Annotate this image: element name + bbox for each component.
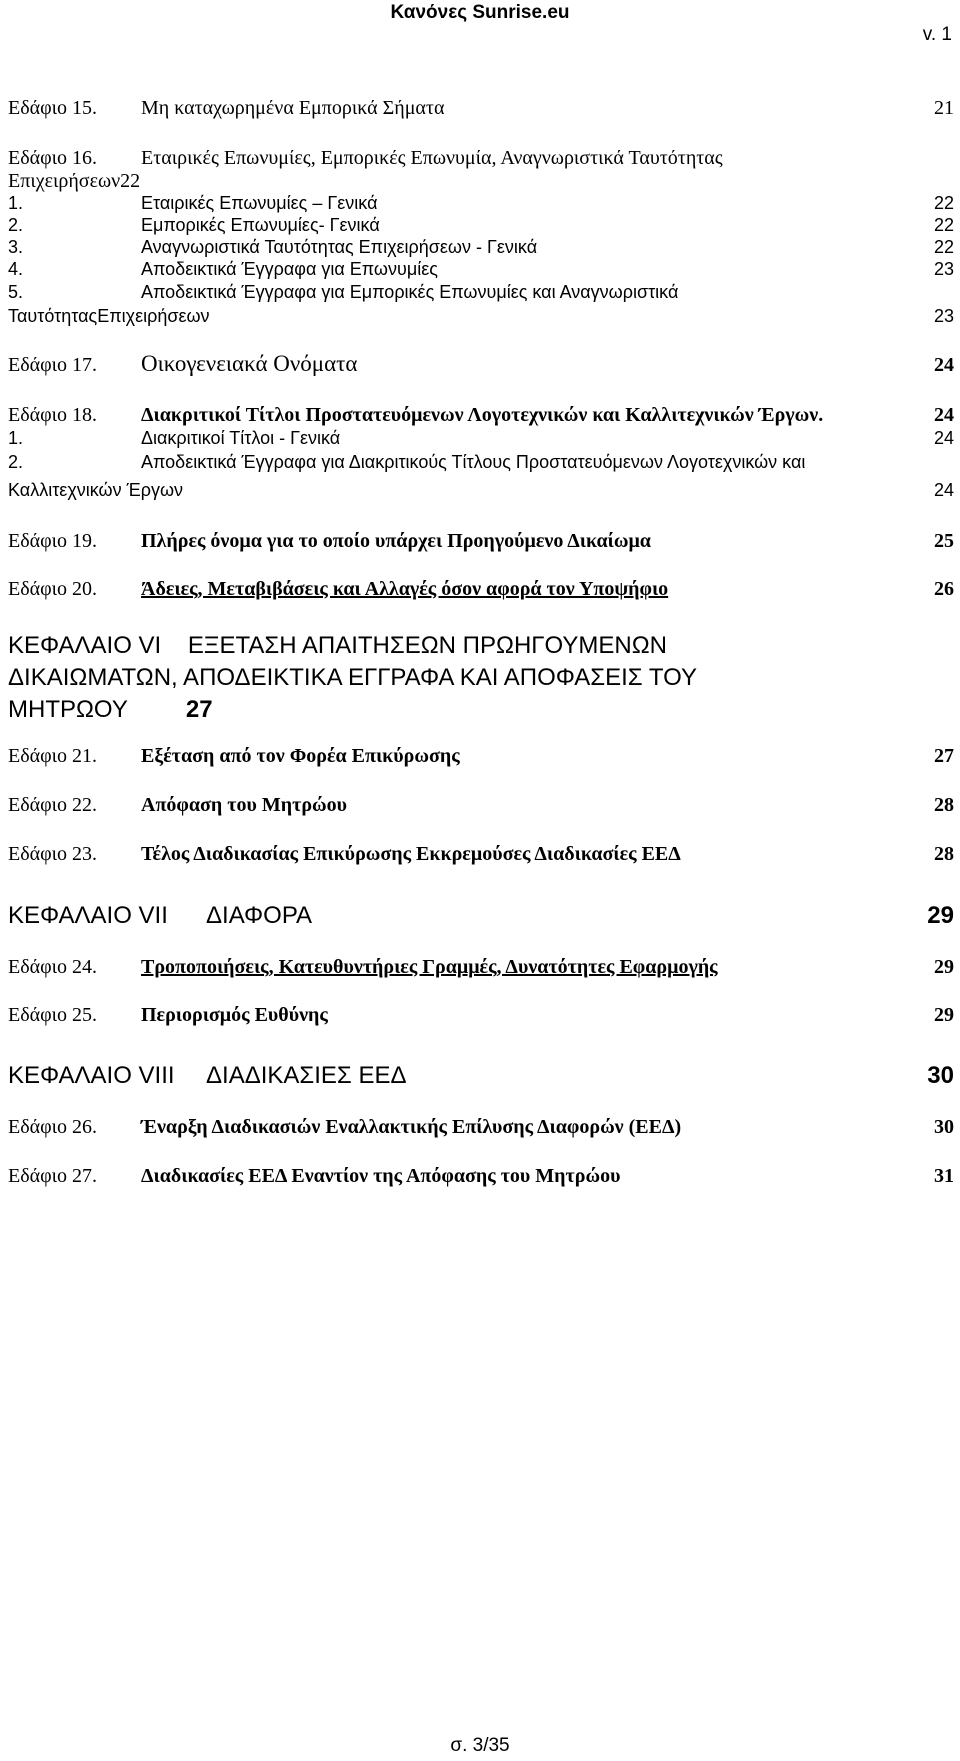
section-title: Οικογενειακά Ονόματα — [141, 351, 358, 376]
section-title: Άδειες, Μεταβιβάσεις και Αλλαγές όσον αφορά τον Υποψήφιο — [141, 578, 669, 600]
page-number: 22 — [933, 193, 954, 213]
document-version: v. 1 — [922, 24, 952, 45]
section-title: Μη καταχωρημένα Εμπορικά Σήματα — [141, 97, 445, 119]
section-title: Τέλος Διαδικασίας Επικύρωσης Εκκρεμούσες Διαδικασίες ΕΕΔ — [141, 843, 681, 865]
item-title: Αποδεικτικά Έγγραφα για Εμπορικές Επωνυμίες και Αναγνωριστικά — [141, 282, 679, 302]
chapter-heading-line — [8, 694, 697, 726]
page-number: 30 — [927, 1062, 954, 1089]
section-title: Διαδικασίες ΕΕΔ Εναντίον της Απόφασης του Μητρώου — [141, 1165, 621, 1187]
page-number: 31 — [934, 1165, 954, 1187]
page-number: 27 — [934, 745, 954, 767]
page-number: 23 — [933, 306, 954, 326]
section-label: Εδάφιο 20. — [8, 578, 98, 600]
page-number: 22 — [933, 237, 954, 257]
page-number: 29 — [934, 956, 954, 978]
section-title: Εταιρικές Επωνυμίες, Εμπορικές Επωνυμία, Αναγνωριστικά Ταυτότητας — [141, 147, 723, 169]
section-label: Εδάφιο 18. — [8, 404, 98, 426]
page-number: 21 — [934, 97, 954, 119]
section-title: Εξέταση από τον Φορέα Επικύρωσης — [141, 745, 460, 767]
page-number: 24 — [934, 354, 954, 376]
page-footer-number: σ. 3/35 — [450, 1735, 510, 1756]
chapter-6-heading[interactable] — [8, 630, 697, 726]
section-title: Απόφαση του Μητρώου — [141, 794, 348, 816]
item-title: Εμπορικές Επωνυμίες- Γενικά — [141, 215, 380, 235]
section-label: Εδάφιο 19. — [8, 530, 98, 552]
page-number: 24 — [933, 428, 954, 448]
chapter-heading-line: ΔΙΚΑΙΩΜΑΤΩΝ, ΑΠΟΔΕΙΚΤΙΚΑ ΕΓΓΡΑΦΑ ΚΑΙ ΑΠΟΦΑΣΕΙΣ ΤΟΥ — [8, 664, 697, 691]
section-label: Εδάφιο 25. — [8, 1004, 98, 1026]
page-number: 25 — [934, 530, 954, 552]
section-title: Πλήρες όνομα για το οποίο υπάρχει Προηγούμενο Δικαίωμα — [141, 530, 651, 552]
item-title: Αποδεικτικά Έγγραφα για Επωνυμίες — [141, 259, 438, 279]
chapter-label: ΚΕΦΑΛΑΙΟ VII — [8, 902, 168, 929]
page-number: 27 — [185, 696, 213, 723]
section-label: Εδάφιο 21. — [8, 745, 98, 767]
page-number: 29 — [934, 1004, 954, 1026]
document-header-title: Κανόνες Sunrise.eu — [390, 2, 570, 23]
section-label: Εδάφιο 26. — [8, 1116, 98, 1138]
page-number: 23 — [933, 259, 954, 279]
section-title: Έναρξη Διαδικασιών Εναλλακτικής Επίλυσης Διαφορών (ΕΕΔ) — [141, 1116, 682, 1138]
item-number: 2. — [8, 452, 24, 472]
section-label: Εδάφιο 16. — [8, 147, 98, 169]
page-number: 30 — [934, 1116, 954, 1138]
section-label: Εδάφιο 24. — [8, 956, 98, 978]
section-label: Εδάφιο 22. — [8, 794, 98, 816]
item-title: Διακριτικοί Τίτλοι - Γενικά — [141, 428, 341, 448]
chapter-title: ΔΙΑΔΙΚΑΣΙΕΣ ΕΕΔ — [206, 1062, 407, 1089]
item-title-continuation: ΤαυτότηταςΕπιχειρήσεων — [8, 306, 210, 326]
item-number: 1. — [8, 193, 24, 213]
item-number: 5. — [8, 282, 24, 302]
item-title-continuation: Καλλιτεχνικών Έργων — [8, 480, 184, 500]
section-title: Διακριτικοί Τίτλοι Προστατευόμενων Λογοτεχνικών και Καλλιτεχνικών Έργων. — [141, 404, 824, 426]
chapter-label: ΚΕΦΑΛΑΙΟ VIII — [8, 1062, 175, 1089]
section-label: Εδάφιο 27. — [8, 1165, 98, 1187]
section-title: Περιορισμός Ευθύνης — [141, 1004, 328, 1026]
section-label: Εδάφιο 23. — [8, 843, 98, 865]
item-title: Αποδεικτικά Έγγραφα για Διακριτικούς Τίτλους Προστατευόμενων Λογοτεχνικών και — [141, 452, 806, 472]
section-label: Εδάφιο 15. — [8, 97, 98, 119]
item-number: 2. — [8, 215, 24, 235]
page-number: 28 — [934, 843, 954, 865]
page-number: 26 — [934, 578, 954, 600]
chapter-title: ΔΙΑΦΟΡΑ — [206, 902, 313, 929]
item-number: 4. — [8, 259, 24, 279]
item-title: Εταιρικές Επωνυμίες – Γενικά — [141, 193, 378, 213]
page-number: 22 — [933, 215, 954, 235]
page-number: 28 — [934, 794, 954, 816]
page-number: 24 — [934, 404, 954, 426]
section-label: Εδάφιο 17. — [8, 354, 98, 376]
page-number: 29 — [927, 902, 954, 929]
chapter-heading-line: ΚΕΦΑΛΑΙΟ VI ΕΞΕΤΑΣΗ ΑΠΑΙΤΗΣΕΩΝ ΠΡΩΗΓΟΥΜΕΝΩΝ — [8, 632, 668, 659]
item-number: 3. — [8, 237, 24, 257]
item-number: 1. — [8, 428, 24, 448]
section-title-continuation: Επιχειρήσεων22 — [8, 170, 141, 192]
section-title: Τροποποιήσεις, Κατευθυντήριες Γραμμές, Δυνατότητες Εφαρμογής — [141, 956, 718, 978]
chapter-heading-text: ΜΗΤΡΩΟΥ — [8, 696, 128, 723]
item-title: Αναγνωριστικά Ταυτότητας Επιχειρήσεων - Γενικά — [141, 237, 538, 257]
page-number: 24 — [933, 480, 954, 500]
